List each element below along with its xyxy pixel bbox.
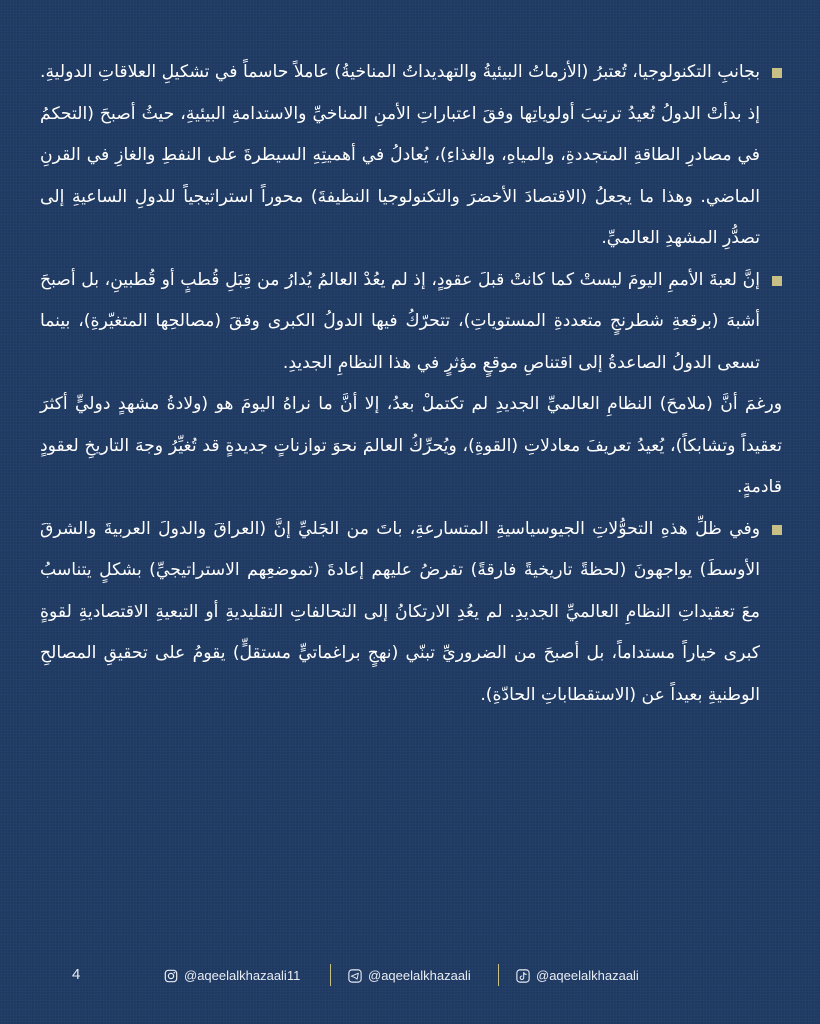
article-body — [40, 52, 782, 716]
tiktok-label: @aqeelalkhazaali — [536, 968, 639, 983]
instagram-handle[interactable] — [164, 968, 300, 983]
paragraph-text: إنَّ لعبةَ الأممِ اليومَ ليستْ كما كانتْ قبلَ عقودٍ، إذ لم يعُدْ العالمُ يُدارُ من قِبَلِ قُطبٍ أو قُطبينِ، بل أصبحَ أشبهَ (برقعةِ شطرنجٍ متعددةِ المستوياتِ)، تتحرّكُ فيها الدولُ الكبرى وفقَ (مصالحِها المتغيّرةِ)، بينما تسعى الدولُ الصاعدةُ إلى اقتناصِ موقعٍ مؤثرٍ في هذا النظامِ الجديدِ. — [40, 269, 760, 373]
paragraph-1 — [40, 52, 782, 260]
footer — [0, 962, 820, 992]
instagram-icon — [164, 969, 178, 983]
paragraph-text: وفي ظلِّ هذهِ التحوُّلاتِ الجيوسياسيةِ المتسارعةِ، باتَ من الجَليِّ إنَّ (العراقَ والدولَ العربيةَ والشرقَ الأوسطَ) يواجهونَ (لحظةً تاريخيةً فارقةً) تفرضُ عليهم إعادةَ (تموضعِهم الاستراتيجيِّ) بشكلٍ يتناسبُ معَ تعقيداتِ النظامِ العالميِّ الجديدِ. لم يعُدِ الارتكانُ إلى التحالفاتِ التقليديةِ أو التبعيةِ الاقتصاديةِ لقوةٍ كبرى خياراً مستداماً، بل أصبحَ من الضروريِّ تبنّي (نهجٍ براغماتيٍّ مستقلٍّ) يقومُ على تحقيقِ المصالحِ الوطنيةِ بعيداً عن (الاستقطاباتِ الحادّةِ). — [40, 518, 760, 705]
page-number: 4 — [72, 966, 81, 983]
paragraph-text: ورغمَ أنَّ (ملامحَ) النظامِ العالميِّ الجديدِ لم تكتملْ بعدُ، إلا أنَّ ما نراهُ اليومَ هو (ولادةُ مشهدٍ دوليٍّ أكثرَ تعقيداً وتشابكاً)، يُعيدُ تعريفَ معادلاتِ (القوةِ)، ويُحرِّكُ العالمَ نحوَ توازناتٍ جديدةٍ قد تُغيِّرُ وجهَ التاريخِ لعقودٍ قادمةٍ. — [40, 394, 782, 497]
telegram-icon — [348, 969, 362, 983]
tiktok-handle[interactable] — [516, 968, 639, 983]
telegram-label: @aqeelalkhazaali — [368, 968, 471, 983]
paragraph-3 — [40, 384, 782, 509]
bullet-square — [772, 525, 782, 535]
telegram-handle[interactable] — [348, 968, 471, 983]
bullet-square — [772, 68, 782, 78]
paragraph-2 — [40, 260, 782, 385]
tiktok-icon — [516, 969, 530, 983]
footer-divider — [330, 964, 331, 986]
paragraph-text: بجانبِ التكنولوجيا، تُعتبرُ (الأزماتُ البيئيةُ والتهديداتُ المناخيةُ) عاملاً حاسماً في تشكيلِ العلاقاتِ الدوليةِ. إذ بدأتْ الدولُ تُعيدُ ترتيبَ أولوياتِها وفقَ اعتباراتِ الأمنِ المناخيِّ والاستدامةِ البيئيةِ، حيثُ أصبحَ (التحكمُ في مصادرِ الطاقةِ المتجددةِ، والمياهِ، والغذاءِ)، يُعادلُ في أهميتِهِ السيطرةَ على النفطِ والغازِ في القرنِ الماضي. وهذا ما يجعلُ (الاقتصادَ الأخضرَ والتكنولوجيا النظيفةَ) محوراً استراتيجياً للدولِ الساعيةِ إلى تصدُّرِ المشهدِ العالميِّ. — [40, 62, 760, 248]
footer-divider — [498, 964, 499, 986]
paragraph-4 — [40, 509, 782, 717]
bullet-square — [772, 276, 782, 286]
instagram-label: @aqeelalkhazaali11 — [184, 968, 301, 983]
